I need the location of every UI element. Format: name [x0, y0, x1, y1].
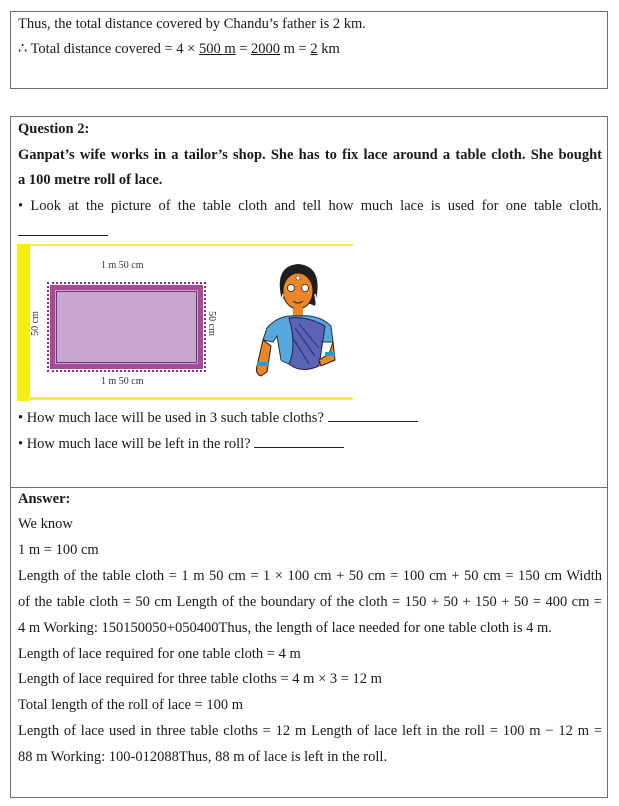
yellow-frame-bar — [17, 244, 30, 401]
top-dimension-label: 1 m 50 cm — [101, 260, 144, 271]
conclusion-text: Thus, the total distance covered by Chandu’s father is 2 km. — [18, 16, 366, 32]
question-bullet-1: • Look at the picture of the table cloth and tell how much lace is used for one table cloth. — [18, 198, 602, 214]
question-heading: Question 2: — [18, 121, 90, 137]
bottom-dimension-label: 1 m 50 cm — [101, 376, 144, 387]
table-cloth-figure — [17, 244, 353, 400]
blank-line — [328, 409, 418, 422]
right-dimension-label: 50 cm — [205, 311, 217, 336]
answer-line: We know — [18, 516, 73, 532]
question-bullet-2: • How much lace will be used in 3 such table cloths? — [18, 409, 418, 427]
blank-line — [254, 435, 344, 448]
answer-line: Total length of the roll of lace = 100 m — [18, 697, 244, 713]
previous-answer-box — [10, 11, 608, 89]
answer-heading: Answer: — [18, 491, 71, 507]
answer-line: Length of the table cloth = 1 m 50 cm = 1 × 100 cm + 50 cm = 100 cm + 50 cm = 150 cm Width — [18, 568, 602, 584]
question-statement-line1: Ganpat’s wife works in a tailor’s shop. She has to fix lace around a table cloth. She bought — [18, 147, 602, 163]
answer-line: 4 m Working: 150150050+050400Thus, the length of lace needed for one table cloth is 4 m. — [18, 620, 552, 636]
table-cloth-image — [50, 285, 203, 369]
blank-line — [18, 223, 108, 236]
total-distance-equation: ∴ Total distance covered = 4 × 500 m = 2000 m = 2 km — [18, 41, 340, 57]
answer-blank-1 — [18, 223, 108, 241]
question-statement-line2: a 100 metre roll of lace. — [18, 172, 163, 188]
woman-illustration-icon — [253, 256, 343, 391]
answer-line: 1 m = 100 cm — [18, 542, 99, 558]
answer-box — [10, 487, 608, 798]
answer-line: Length of lace required for one table cloth = 4 m — [18, 646, 301, 662]
question-box — [10, 116, 608, 488]
answer-line: of the table cloth = 50 cm Length of the boundary of the cloth = 150 + 50 + 150 + 50 = 400 cm = — [18, 594, 602, 610]
answer-line: Length of lace used in three table cloths = 12 m Length of lace left in the roll = 100 m − 12 m = — [18, 723, 602, 739]
question-bullet-3: • How much lace will be left in the roll? — [18, 435, 344, 453]
left-dimension-label: 50 cm — [29, 311, 41, 336]
answer-line: 88 m Working: 100-012088Thus, 88 m of lace is left in the roll. — [18, 749, 388, 765]
answer-line: Length of lace required for three table cloths = 4 m × 3 = 12 m — [18, 671, 382, 687]
